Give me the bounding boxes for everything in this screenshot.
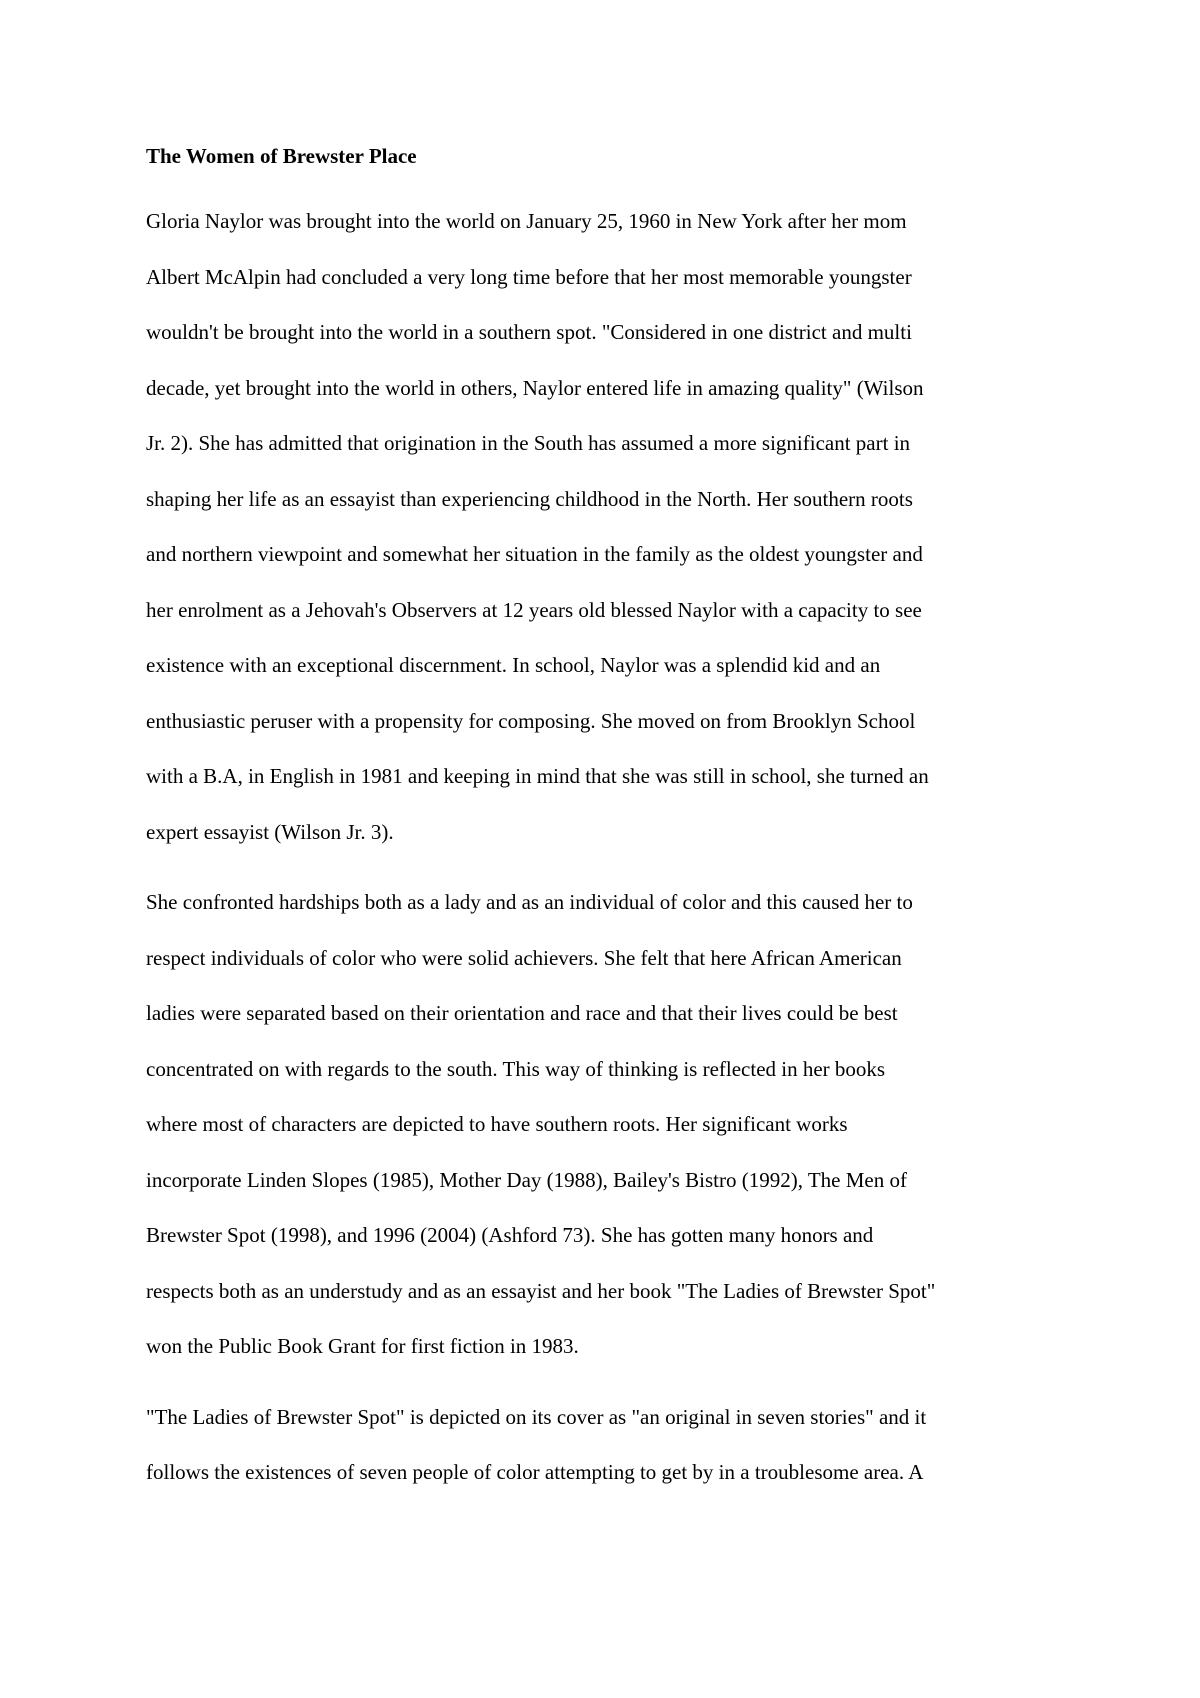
paragraph: [146, 1390, 1066, 1501]
paragraph-line: "The Ladies of Brewster Spot" is depicted on its cover as "an original in seven stories" and it: [146, 1404, 927, 1429]
paragraph-line: incorporate Linden Slopes (1985), Mother Day (1988), Bailey's Bistro (1992), The Men of: [146, 1167, 907, 1192]
paragraph-line: her enrolment as a Jehovah's Observers at 12 years old blessed Naylor with a capacity to see: [146, 597, 922, 622]
paragraph: [146, 194, 1066, 860]
paragraph-line: Jr. 2). She has admitted that origination in the South has assumed a more significant part in: [146, 431, 911, 455]
paragraph-line: Albert McAlpin had concluded a very long time before that her most memorable youngster: [146, 264, 912, 289]
paragraph-line: She confronted hardships both as a lady and as an individual of color and this caused her to: [146, 890, 913, 914]
paragraph-line: with a B.A, in English in 1981 and keeping in mind that she was still in school, she turned an: [146, 764, 929, 788]
paragraph-line: Brewster Spot (1998), and 1996 (2004) (Ashford 73). She has gotten many honors and: [146, 1223, 874, 1247]
document-body: [146, 142, 1066, 1516]
paragraph-line: respects both as an understudy and as an essayist and her book "The Ladies of Brewster Spot": [146, 1278, 936, 1303]
paragraph-line: Gloria Naylor was brought into the world on January 25, 1960 in New York after her mom: [146, 209, 907, 233]
paragraph: [146, 875, 1066, 1375]
paragraph-line: and northern viewpoint and somewhat her situation in the family as the oldest youngster and: [146, 542, 923, 566]
paragraph-line: existence with an exceptional discernment. In school, Naylor was a splendid kid and an: [146, 653, 881, 677]
document-title: The Women of Brewster Place: [146, 144, 417, 168]
paragraph-line: follows the existences of seven people of color attempting to get by in a troublesome area. A: [146, 1460, 924, 1484]
paragraph-line: decade, yet brought into the world in others, Naylor entered life in amazing quality" (Wilson: [146, 375, 924, 400]
paragraph-line: respect individuals of color who were solid achievers. She felt that here African American: [146, 945, 902, 970]
paragraph-container: [146, 194, 1066, 1501]
paragraph-line: won the Public Book Grant for first fiction in 1983.: [146, 1334, 579, 1358]
paragraph-line: concentrated on with regards to the south. This way of thinking is reflected in her books: [146, 1056, 886, 1081]
paragraph-line: enthusiastic peruser with a propensity for composing. She moved on from Brooklyn School: [146, 708, 916, 733]
paragraph-line: expert essayist (Wilson Jr. 3).: [146, 819, 394, 844]
paragraph-line: shaping her life as an essayist than experiencing childhood in the North. Her southern roots: [146, 486, 913, 511]
paragraph-line: ladies were separated based on their orientation and race and that their lives could be best: [146, 1001, 898, 1025]
paragraph-line: where most of characters are depicted to have southern roots. Her significant works: [146, 1112, 848, 1136]
paragraph-line: wouldn't be brought into the world in a southern spot. "Considered in one district and multi: [146, 320, 912, 344]
